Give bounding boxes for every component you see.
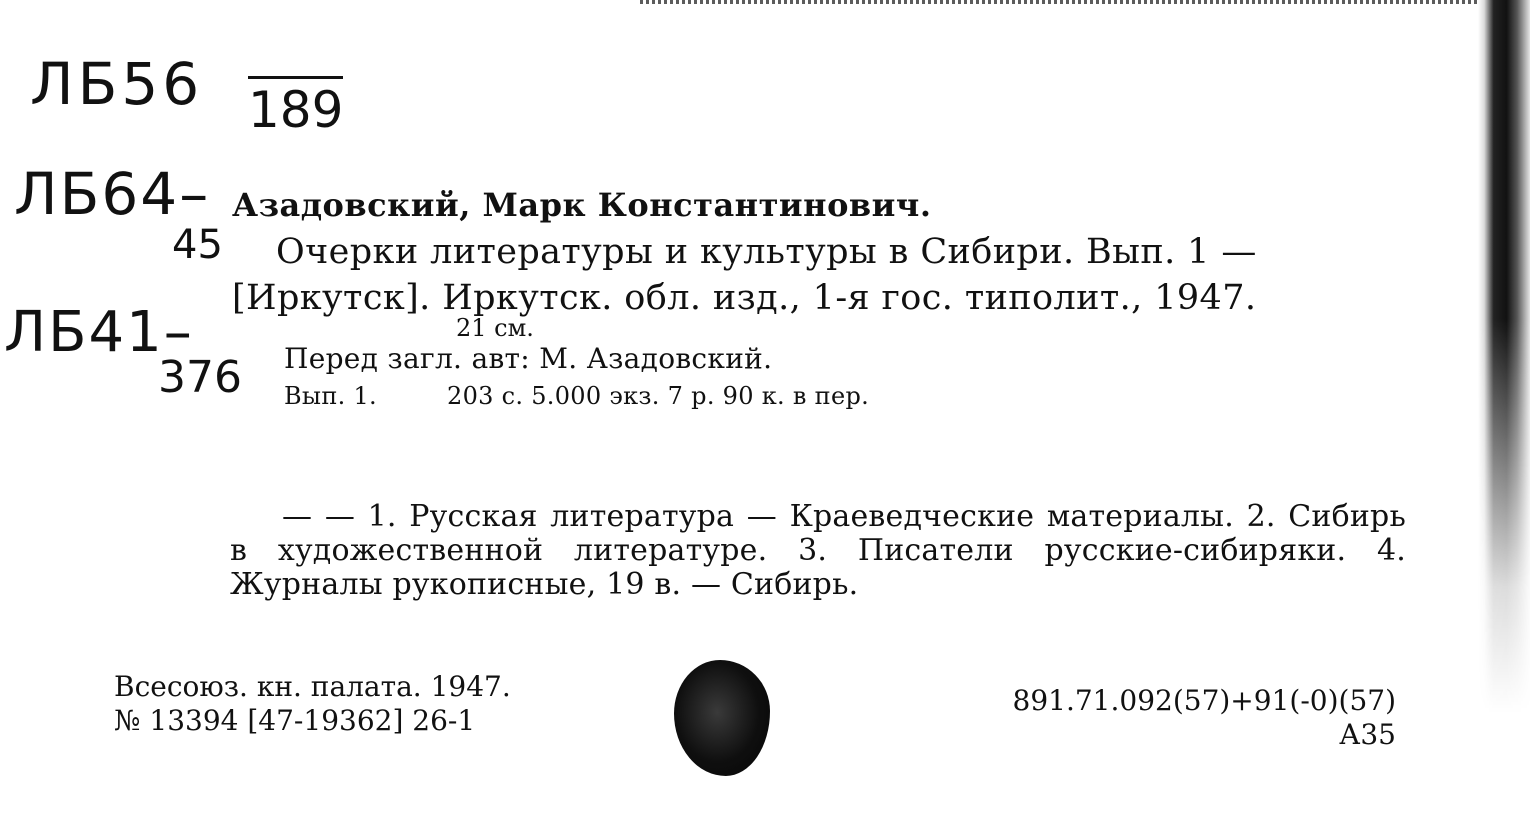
handwritten-code-2: ЛБ64– xyxy=(14,160,211,228)
record-title-line-1: Очерки литературы и культуры в Сибири. Вып. 1 — xyxy=(276,232,1257,272)
record-size: 21 см. xyxy=(456,314,534,342)
subject-headings: — — 1. Русская литература — Краеведческие материалы. 2. Сибирь в художественной литературе. 3. Писатели русские-сибиряки. 4. Журналы рукописные, 19 в. — Сибирь. xyxy=(230,499,1406,602)
record-title-line-2: [Иркутск]. Иркутск. обл. изд., 1-я гос. типолит., 1947. xyxy=(232,278,1257,318)
call-mark: А35 xyxy=(1339,718,1396,751)
scan-right-edge xyxy=(1478,0,1530,839)
classification-block xyxy=(1013,684,1396,752)
punch-hole xyxy=(674,660,770,776)
record-note-volume xyxy=(284,382,869,410)
record-extent: 203 с. 5.000 экз. 7 р. 90 к. в пер. xyxy=(447,382,870,410)
handwritten-code-1-number: 189 xyxy=(248,76,343,139)
scan-top-edge xyxy=(640,0,1480,4)
handwritten-code-3-number: 376 xyxy=(158,352,242,403)
handwritten-code-2-number: 45 xyxy=(172,222,223,268)
publisher-line-2: № 13394 [47-19362] 26-1 xyxy=(114,704,476,737)
record-note-author: Перед загл. авт: М. Азадовский. xyxy=(284,342,773,375)
handwritten-code-1: ЛБ56 xyxy=(30,50,204,118)
publisher-info xyxy=(114,670,511,738)
record-volume: Вып. 1. xyxy=(284,382,377,410)
classification-code: 891.71.092(57)+91(-0)(57) xyxy=(1012,684,1396,717)
record-author: Азадовский, Марк Константинович. xyxy=(232,186,932,224)
publisher-line-1: Всесоюз. кн. палата. 1947. xyxy=(114,670,511,703)
handwritten-code-3: ЛБ41– xyxy=(4,300,194,365)
